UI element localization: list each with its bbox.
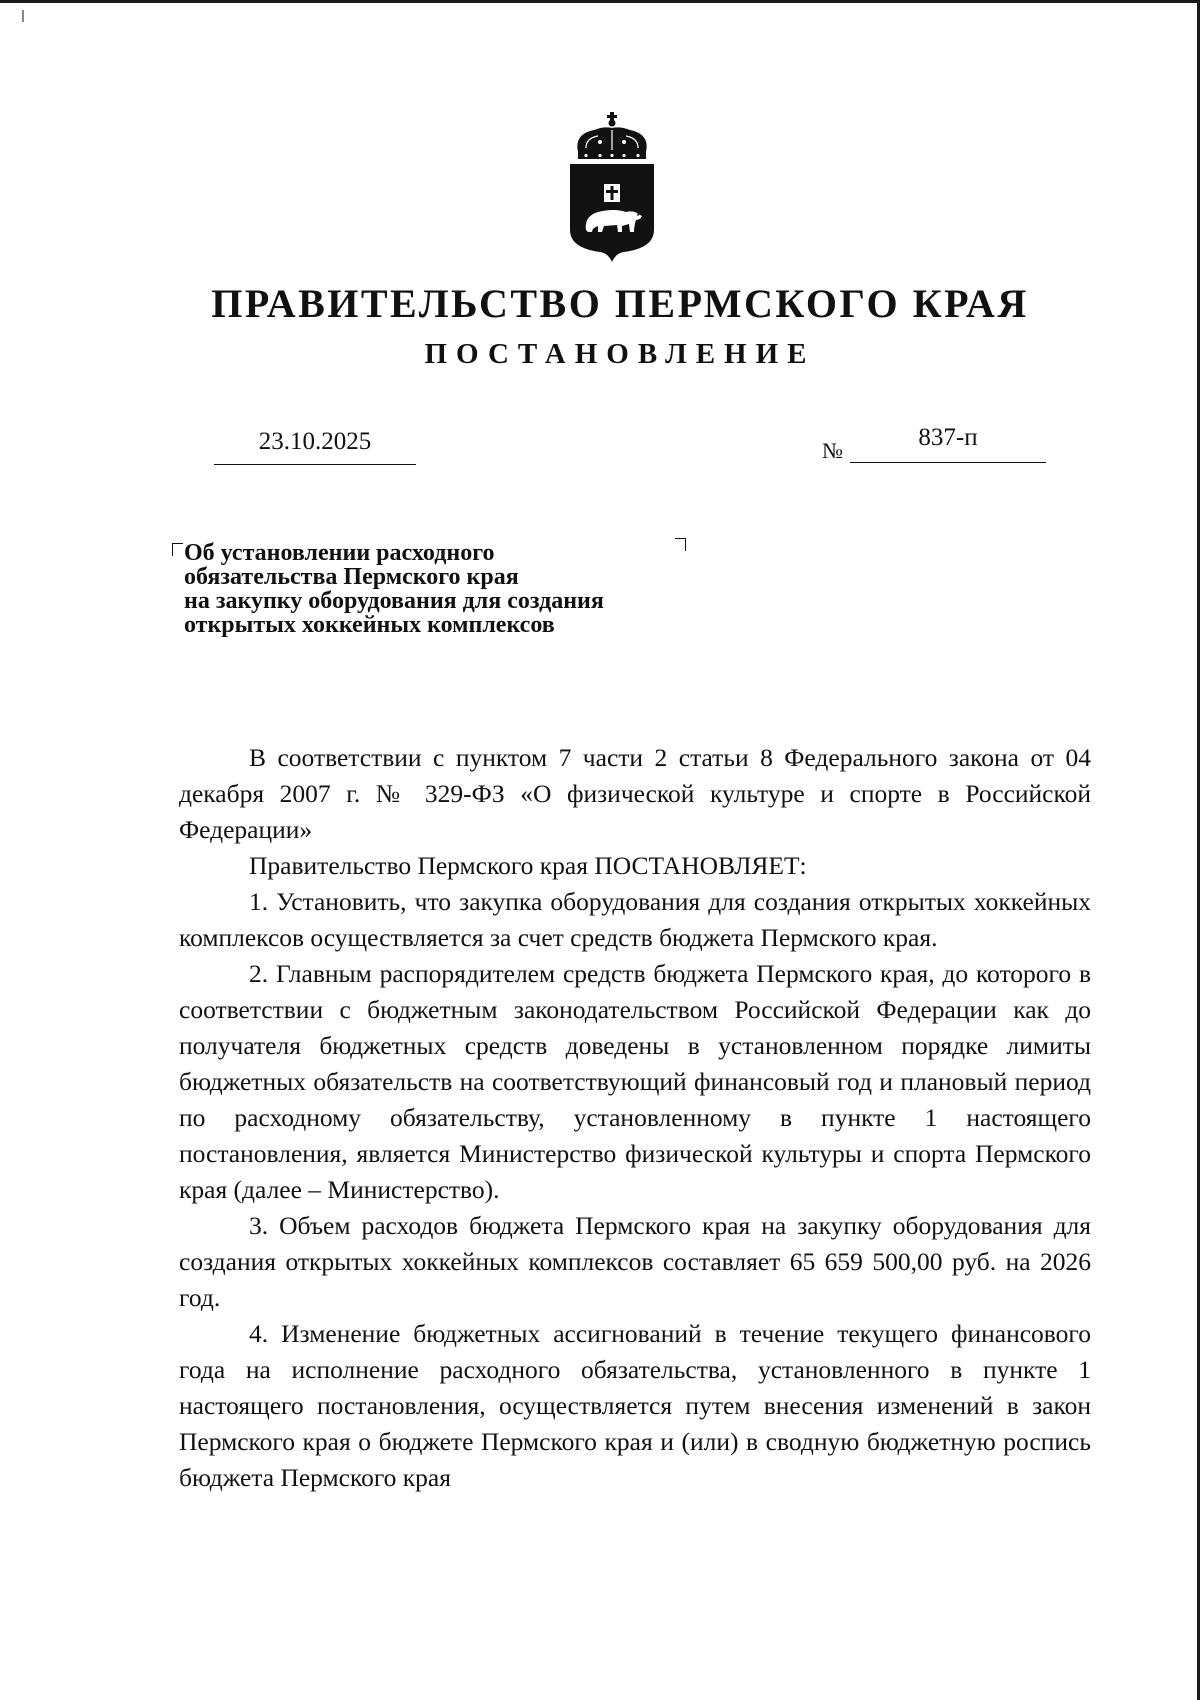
document-type-heading: ПОСТАНОВЛЕНИЕ — [424, 338, 816, 370]
number-underline — [850, 462, 1046, 463]
document-number: 837-п — [918, 424, 978, 451]
perm-krai-coat-of-arms-icon — [564, 112, 660, 262]
document-body — [179, 740, 1091, 1496]
document-date: 23.10.2025 — [258, 428, 372, 455]
document-title-line: Об установлении расходного — [184, 540, 495, 566]
resolution-statement: Правительство Пермского края ПОСТАНОВЛЯЕТ: — [249, 851, 807, 880]
document-title-line: на закупку оборудования для создания — [184, 588, 604, 614]
preamble-paragraph: В соответствии с пунктом 7 части 2 статьи 8 Федерального закона от 04 декабря 2007 г. № 329-ФЗ «О физической культуре и спорте в Российской Федерации» — [179, 743, 1091, 844]
clause-1: 1. Установить, что закупка оборудования для создания открытых хоккейных комплексов осуществляется за счет средств бюджета Пермского края. — [179, 887, 1091, 952]
scan-artifact — [22, 10, 24, 22]
scan-border-top — [0, 0, 1200, 3]
clause-2: 2. Главным распорядителем средств бюджета Пермского края, до которого в соответствии с бюджетным законодательством Российской Федерации как до получателя бюджетных средств доведены в установленном порядке лимиты бюджетных обязательств на соответствующий финансовый год и плановый период по расходному обязательству, установленному в пункте 1 настоящего постановления, является Министерство физической культуры и спорта Пермского края (далее – Министерство). — [179, 959, 1091, 1204]
government-title: ПРАВИТЕЛЬСТВО ПЕРМСКОГО КРАЯ — [211, 281, 1029, 326]
clause-3: 3. Объем расходов бюджета Пермского края на закупку оборудования для создания открытых хоккейных комплексов составляет 65 659 500,00 руб. на 2026 год. — [179, 1211, 1091, 1312]
number-sign: № — [822, 438, 843, 463]
clause-4: 4. Изменение бюджетных ассигнований в течение текущего финансового года на исполнение расходного обязательства, установленного в пункте 1 настоящего постановления, осуществляется путем внесения изменений в закон Пермского края о бюджете Пермского края и (или) в сводную бюджетную роспись бюджета Пермского края — [179, 1319, 1091, 1492]
date-underline — [214, 464, 416, 465]
document-title — [184, 541, 704, 637]
document-title-line: открытых хоккейных комплексов — [184, 612, 555, 638]
document-title-line: обязательства Пермского края — [184, 564, 519, 590]
title-corner-left — [172, 543, 183, 556]
